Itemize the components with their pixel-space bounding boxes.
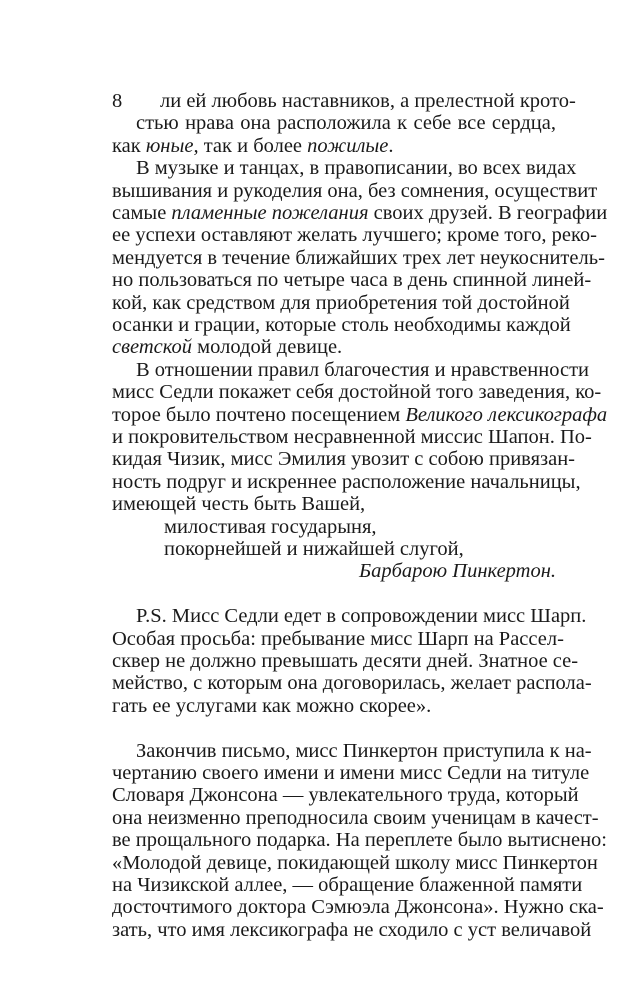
text-line: Закончив письмо, мисс Пинкертон приступила к на-	[136, 739, 592, 762]
text-line: «Молодой девице, покидающей школу мисс Пинкертон	[112, 851, 598, 874]
text-line: торое было почтено посещением Великого лексикографа	[112, 403, 608, 426]
italic-text: светской	[112, 336, 193, 359]
text-line: мисс Седли покажет себя достойной того заведения, ко-	[112, 381, 602, 404]
text-line: она неизменно преподносила своим ученицам в качест-	[112, 806, 599, 829]
text-line: мейство, с которым она договорилась, желает распола-	[112, 672, 592, 695]
signature: Барбарою Пинкертон.	[359, 560, 556, 583]
text-line: ли ей любовь наставников, а прелестной крото-	[160, 90, 576, 112]
text-line: как юные, так и более пожилые.	[112, 134, 394, 157]
text-line: осанки и грации, которые столь необходимы каждой	[112, 314, 571, 336]
text-line: Особая просьба: пребывание мисс Шарп на Рассел-	[112, 627, 564, 650]
text-line: сквер не должно превышать десяти дней. Знатное се-	[112, 650, 579, 672]
text-line: чертанию своего имени и имени мисс Седли на титуле	[112, 762, 590, 784]
text-line: на Чизикской аллее, — обращение блаженной памяти	[112, 874, 583, 896]
italic-text: юные,	[145, 134, 199, 157]
text-line: Словаря Джонсона — увлекательного труда, который	[112, 784, 579, 807]
text-line: зать, что имя лексикографа не сходило с уст величавой	[112, 918, 592, 941]
text-line: кидая Чизик, мисс Эмилия увозит с собою привязан-	[112, 448, 575, 471]
italic-text: пожилые	[307, 134, 389, 157]
text-line: досточтимого доктора Сэмюэла Джонсона». Нужно ска-	[112, 896, 604, 919]
text-line: вышивания и рукоделия она, без сомнения, осуществит	[112, 179, 598, 202]
text-line: В музыке и танцах, в правописании, во всех видах	[136, 157, 577, 180]
closing-line: милостивая государыня,	[164, 515, 377, 538]
text-line: ность подруг и искреннее расположение начальницы,	[112, 470, 581, 493]
text-line: но пользоваться по четыре часа в день спинной линей-	[112, 269, 592, 292]
page-number: 8	[112, 90, 123, 112]
italic-text: Великого лексикографа	[405, 403, 608, 426]
text-line: P.S. Мисс Седли едет в сопровождении мисс Шарп.	[136, 605, 587, 628]
text-line: и покровительством несравненной миссис Шапон. По-	[112, 426, 592, 448]
text-line: самые пламенные пожелания своих друзей. В географии	[112, 202, 608, 224]
text-line: кой, как средством для приобретения той достойной	[112, 291, 570, 314]
text-line: гать ее услугами как можно скорее».	[112, 694, 432, 717]
text-line: ее успехи оставляют желать лучшего; кроме того, реко-	[112, 224, 597, 247]
italic-text: пламенные пожелания	[171, 202, 369, 224]
text-line: имеющей честь быть Вашей,	[112, 493, 366, 516]
text-line: стью нрава она расположила к себе все сердца,	[136, 112, 556, 135]
text-line: мендуется в течение ближайших трех лет неукоснитель-	[112, 246, 605, 269]
closing-line: покорнейшей и нижайшей слугой,	[164, 538, 464, 560]
text-line: В отношении правил благочестия и нравственности	[136, 358, 589, 381]
text-line: ве прощального подарка. На переплете было вытиснено:	[112, 829, 608, 852]
text-line: светской молодой девице.	[112, 336, 343, 359]
